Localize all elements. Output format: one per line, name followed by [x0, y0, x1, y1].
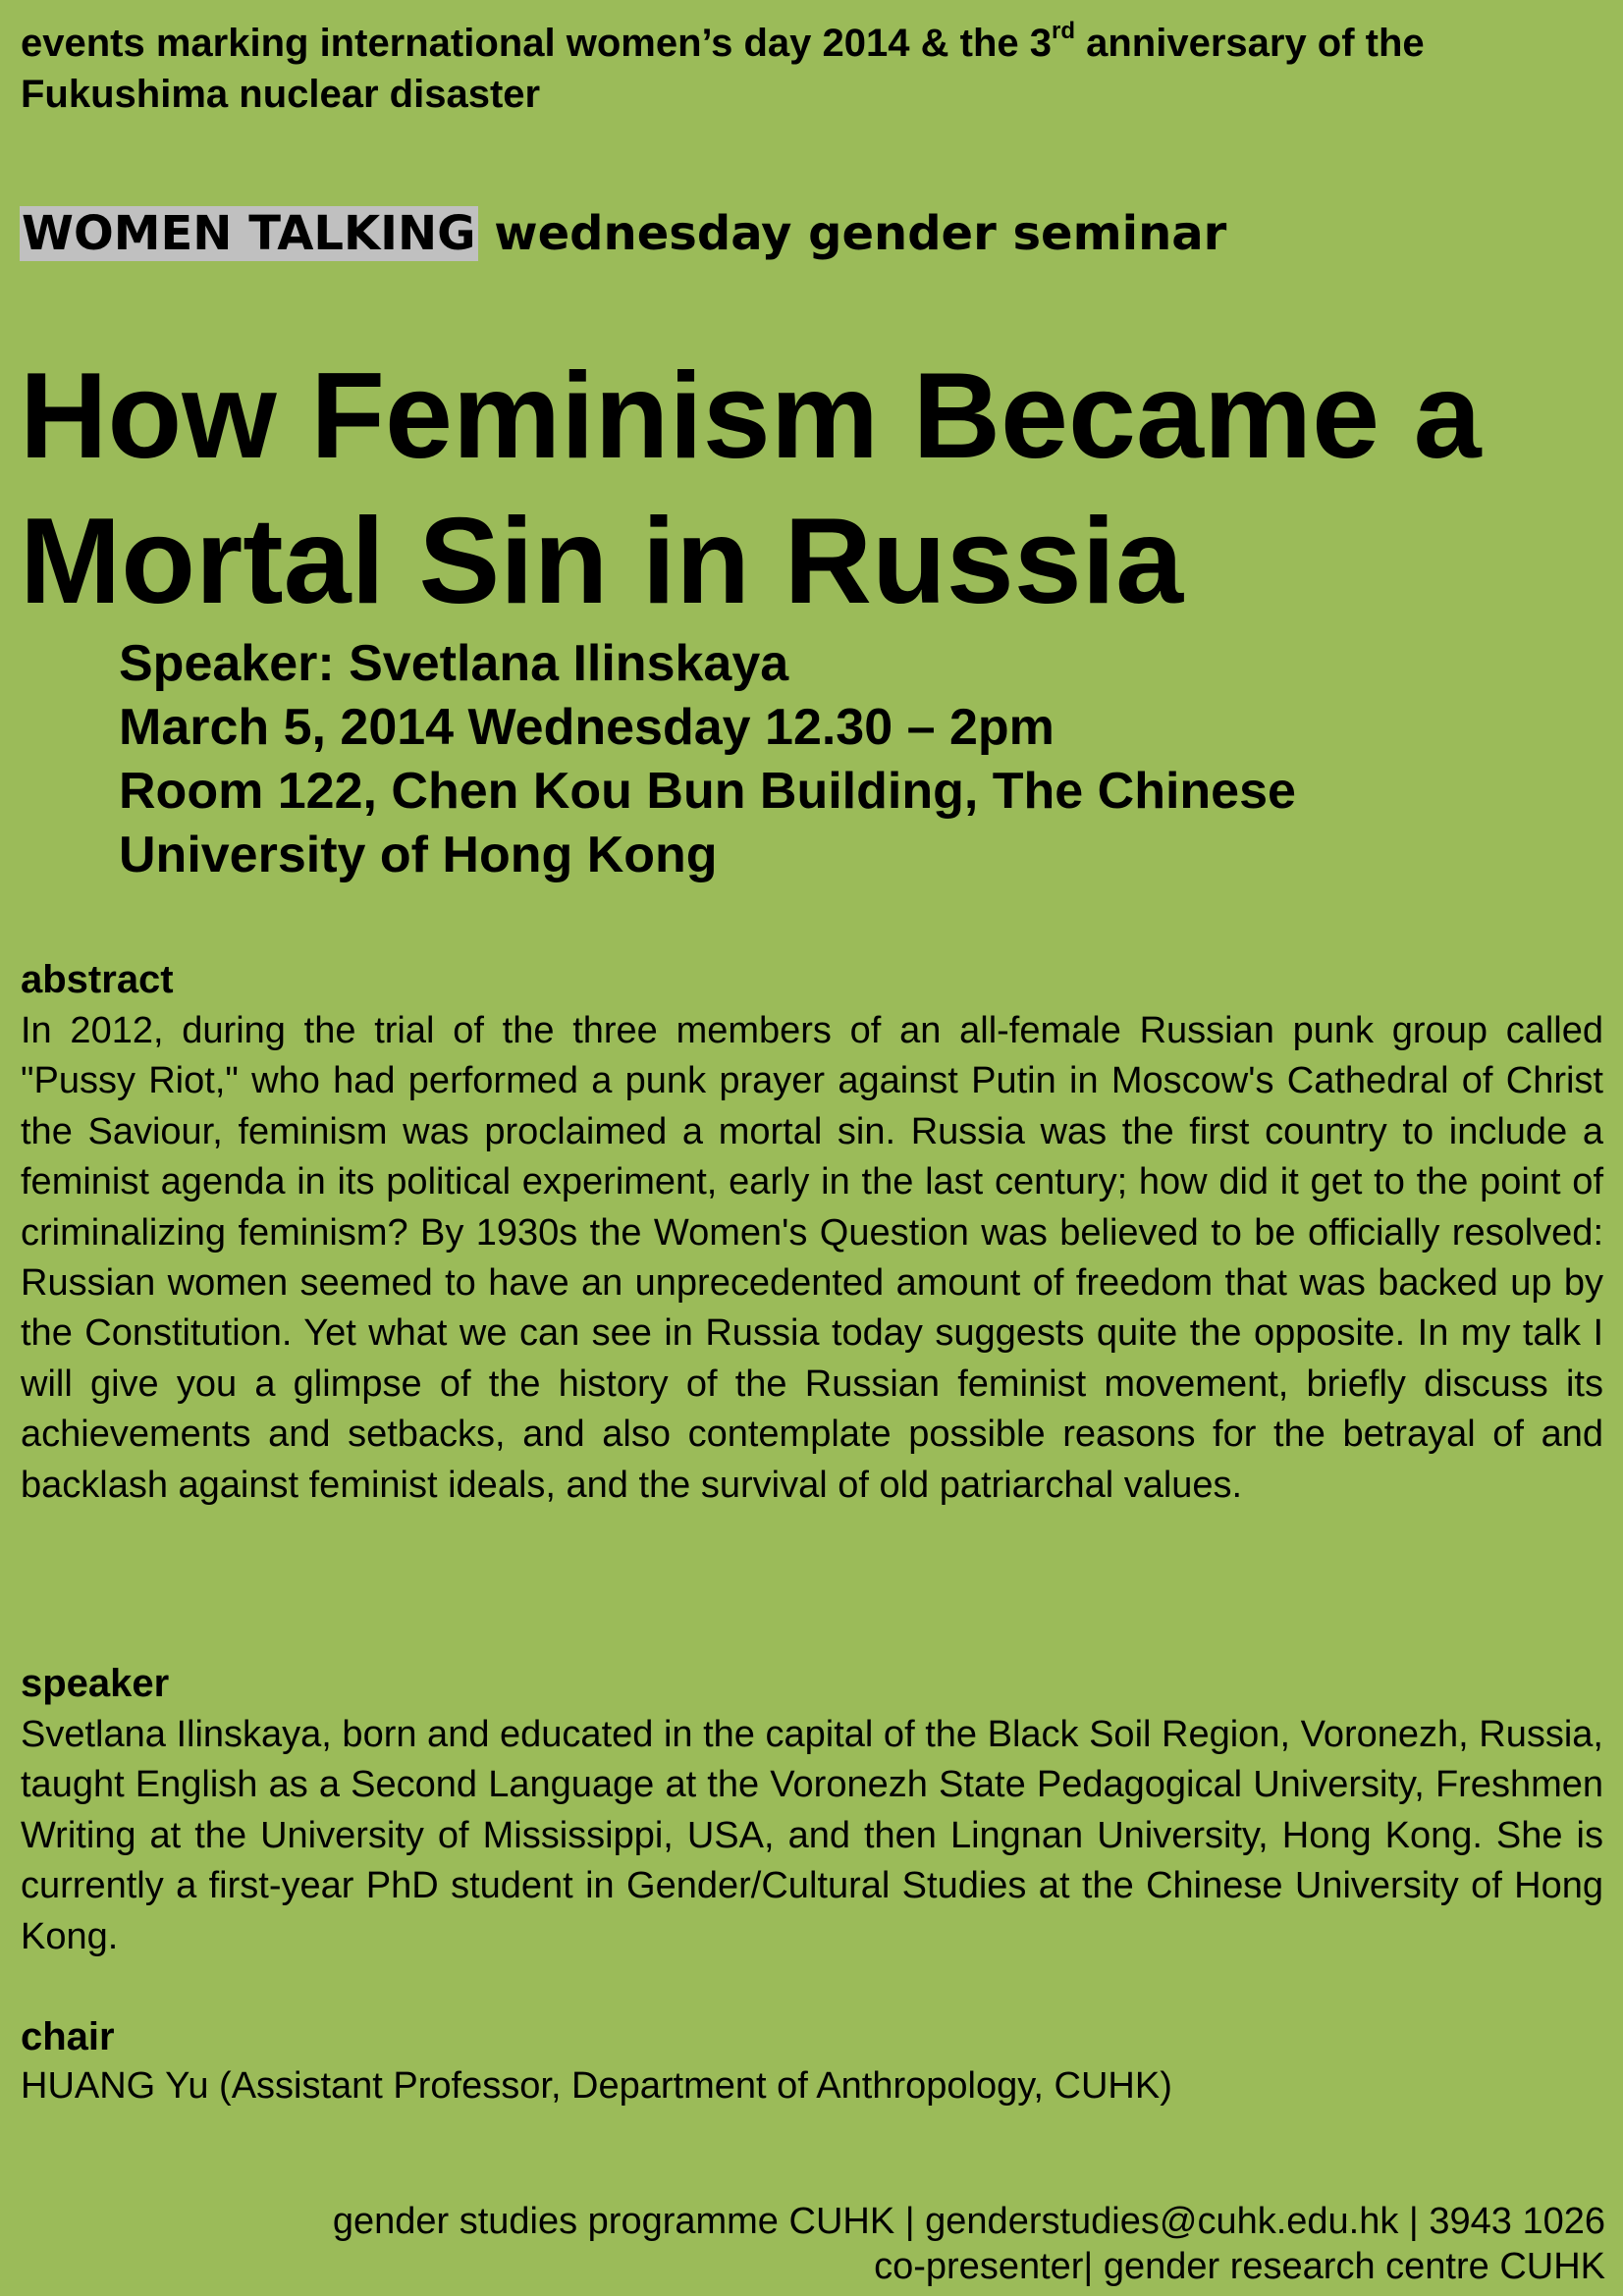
footer-contact-line: gender studies programme CUHK | genderstudies@cuhk.edu.hk | 3943 1026 [332, 2201, 1605, 2242]
footer-copresenter-line: co-presenter| gender research centre CUHK [874, 2246, 1605, 2287]
events-line-part1: events marking international women’s day 2014 & the 3 [21, 22, 1052, 65]
series-subtitle: wednesday gender seminar [477, 206, 1227, 261]
chair-heading: chair [21, 2015, 115, 2058]
room-line-1: Room 122, Chen Kou Bun Building, The Chinese [119, 763, 1296, 820]
speaker-line: Speaker: Svetlana Ilinskaya [119, 635, 789, 692]
events-line-part2: anniversary of the Fukushima nuclear disaster [21, 22, 1425, 116]
speaker-heading: speaker [21, 1662, 170, 1705]
abstract-text: In 2012, during the trial of the three members of an all-female Russian punk group called "Pussy Riot," who had performed a punk prayer against Putin in Moscow's Cathedral of Christ the Saviour, feminism was proclaimed a mortal sin. Russia was the first country to include a feminist agenda in its political experiment, early in the last century; how did it get to the point of criminalizing feminism? By 1930s the Women's Question was believed to be officially resolved: Russian women seemed to have an unprecedented amount of freedom that was backed up by the Constitution. Yet what we can see in Russia today suggests quite the opposite. In my talk I will give you a glimpse of the history of the Russian feminist movement, briefly discuss its achievements and setbacks, and also contemplate possible reasons for the betrayal of and backlash against feminist ideals, and the survival of old patriarchal values. [21, 1010, 1603, 1506]
event-details [119, 632, 1592, 887]
room-line-2: University of Hong Kong [119, 827, 718, 883]
date-line: March 5, 2014 Wednesday 12.30 – 2pm [119, 699, 1055, 756]
seminar-series-line [20, 196, 1226, 271]
page-title: How Feminism Became a Mortal Sin in Russia [20, 348, 1482, 629]
events-line-superscript: rd [1051, 18, 1075, 44]
chair-text: HUANG Yu (Assistant Professor, Department of Anthropology, CUHK) [21, 2065, 1172, 2107]
series-highlight: WOMEN TALKING [22, 206, 476, 261]
abstract-heading: abstract [21, 958, 174, 1001]
speaker-bio-text: Svetlana Ilinskaya, born and educated in the capital of the Black Soil Region, Voronezh, Russia, taught English as a Second Language at the Voronezh State Pedagogical University, Freshmen Writing at the University of Mississippi, USA, and then Lingnan University, Hong Kong. She is currently a first-year PhD student in Gender/Cultural Studies at the Chinese University of Hong Kong. [21, 1714, 1603, 1957]
events-line [21, 18, 1601, 120]
footer [333, 2199, 1605, 2289]
